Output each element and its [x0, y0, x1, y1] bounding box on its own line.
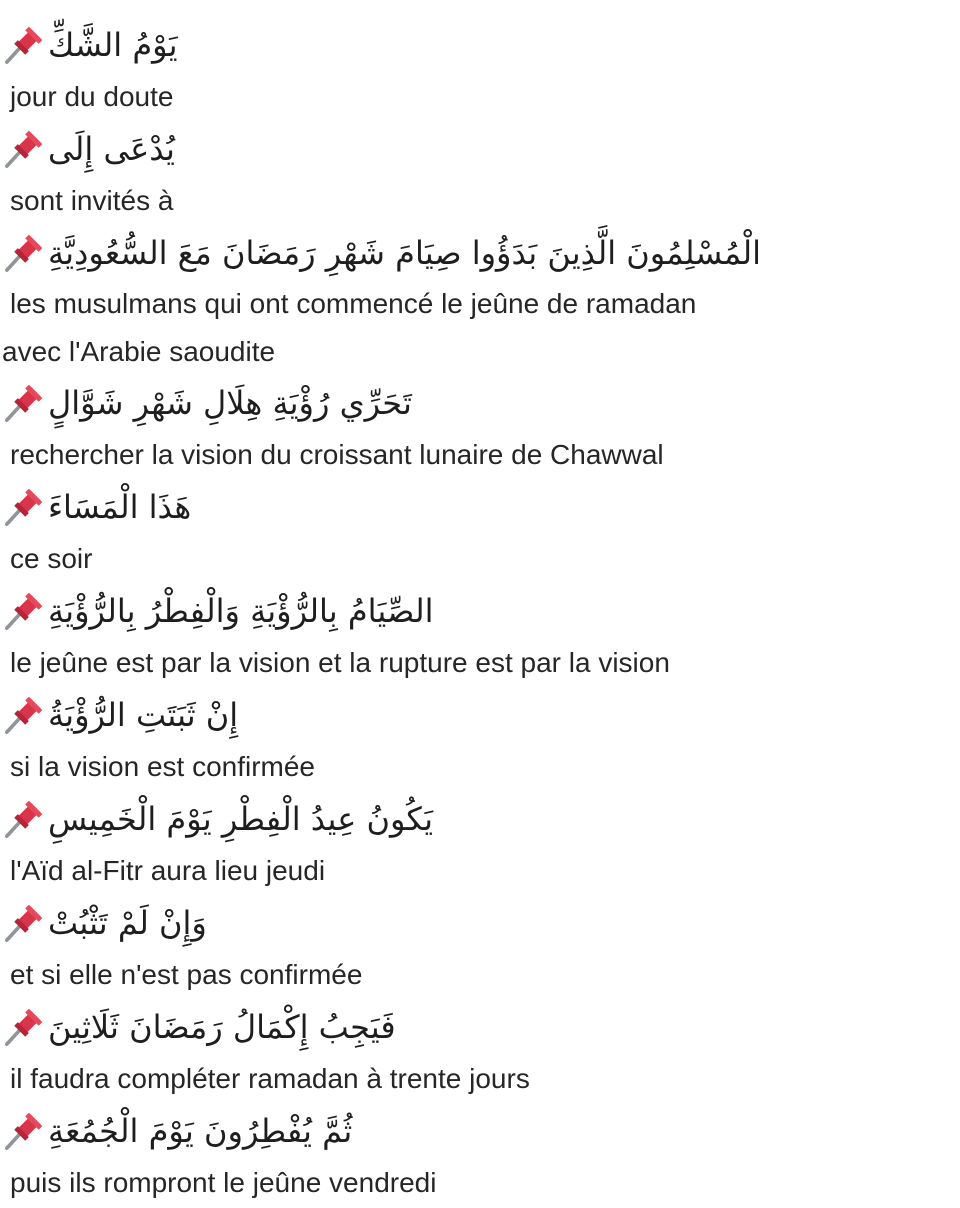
- pushpin-icon: [2, 797, 46, 841]
- arabic-text: ثُمَّ يُفْطِرُونَ يَوْمَ الْجُمُعَةِ: [48, 1112, 353, 1150]
- french-text: et si elle n'est pas confirmée: [10, 959, 363, 990]
- arabic-line: [0, 688, 960, 742]
- french-text: sont invités à: [10, 185, 174, 216]
- list-item: [0, 226, 960, 376]
- french-text: il faudra compléter ramadan à trente jours: [10, 1063, 530, 1094]
- list-item: [0, 1104, 960, 1208]
- arabic-text: الصِّيَامُ بِالرُّؤْيَةِ وَالْفِطْرُ بِالرُّؤْيَةِ: [48, 592, 434, 630]
- arabic-line: [0, 584, 960, 638]
- arabic-line: [0, 18, 960, 72]
- arabic-text: هَذَا الْمَسَاءَ: [48, 488, 192, 526]
- pushpin-icon: [2, 127, 46, 171]
- arabic-line: [0, 122, 960, 176]
- list-item: [0, 18, 960, 122]
- french-text-line-1: les musulmans qui ont commencé le jeûne de ramadan: [10, 288, 697, 319]
- arabic-text: إِنْ ثَبَتَتِ الرُّؤْيَةُ: [48, 696, 239, 734]
- arabic-line: [0, 226, 960, 280]
- list-item: [0, 896, 960, 1000]
- arabic-line: [0, 1104, 960, 1158]
- list-item: [0, 792, 960, 896]
- french-text: [0, 280, 960, 376]
- list-item: [0, 122, 960, 226]
- arabic-text: فَيَجِبُ إِكْمَالُ رَمَضَانَ ثَلَاثِينَ: [48, 1008, 396, 1046]
- arabic-line: [0, 376, 960, 430]
- arabic-line: [0, 792, 960, 846]
- pushpin-icon: [2, 381, 46, 425]
- pushpin-icon: [2, 485, 46, 529]
- arabic-text: يَكُونُ عِيدُ الْفِطْرِ يَوْمَ الْخَمِيسِ: [48, 800, 434, 838]
- pushpin-icon: [2, 901, 46, 945]
- french-text: rechercher la vision du croissant lunaire de Chawwal: [10, 439, 664, 470]
- pushpin-icon: [2, 589, 46, 633]
- french-text: jour du doute: [10, 81, 174, 112]
- french-text: le jeûne est par la vision et la rupture est par la vision: [10, 647, 670, 678]
- list-item: [0, 376, 960, 480]
- arabic-text: الْمُسْلِمُونَ الَّذِينَ بَدَؤُوا صِيَامَ شَهْرِ رَمَضَانَ مَعَ السُّعُودِيَّةِ: [48, 234, 762, 272]
- arabic-text: يُدْعَى إِلَى: [48, 130, 175, 168]
- bilingual-list: [0, 18, 960, 1208]
- list-item: [0, 688, 960, 792]
- arabic-line: [0, 480, 960, 534]
- arabic-text: تَحَرِّي رُؤْيَةِ هِلَالِ شَهْرِ شَوَّالٍ: [48, 384, 412, 422]
- list-item: [0, 480, 960, 584]
- arabic-line: [0, 1000, 960, 1054]
- arabic-text: يَوْمُ الشَّكِّ: [48, 26, 178, 64]
- french-text-line-2: avec l'Arabie saoudite: [2, 336, 276, 367]
- pushpin-icon: [2, 1109, 46, 1153]
- arabic-text: وَإِنْ لَمْ تَثْبُتْ: [48, 904, 207, 942]
- french-text: puis ils rompront le jeûne vendredi: [10, 1167, 437, 1198]
- pushpin-icon: [2, 693, 46, 737]
- pushpin-icon: [2, 23, 46, 67]
- list-item: [0, 584, 960, 688]
- french-text: si la vision est confirmée: [10, 751, 316, 782]
- pushpin-icon: [2, 231, 46, 275]
- arabic-line: [0, 896, 960, 950]
- list-item: [0, 1000, 960, 1104]
- pushpin-icon: [2, 1005, 46, 1049]
- french-text: ce soir: [10, 543, 93, 574]
- french-text: l'Aïd al-Fitr aura lieu jeudi: [10, 855, 326, 886]
